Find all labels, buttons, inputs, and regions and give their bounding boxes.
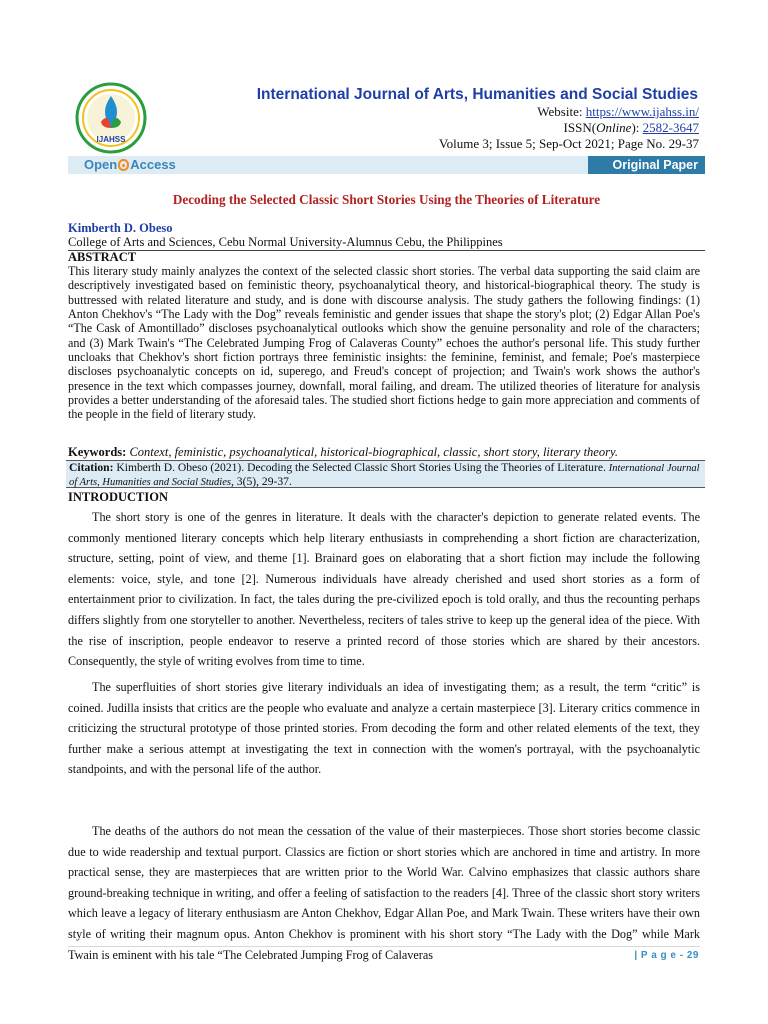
author-affiliation: College of Arts and Sciences, Cebu Normal University-Alumnus Cebu, the Philippines — [68, 235, 503, 249]
citation-tail: , 3(5), 29-37. — [230, 475, 292, 488]
website-line — [537, 104, 699, 120]
logo-text: IJAHSS — [96, 135, 126, 144]
paper-title: Decoding the Selected Classic Short Stories Using the Theories of Literature — [172, 192, 601, 207]
journal-title: International Journal of Arts, Humanities and Social Studies — [256, 86, 698, 103]
introduction-heading: INTRODUCTION — [68, 490, 169, 504]
paper-type-badge: Original Paper — [588, 156, 705, 174]
issn-label: ISSN( — [563, 120, 597, 135]
abstract-heading: ABSTRACT — [68, 250, 137, 264]
paragraph: The deaths of the authors do not mean the cessation of the value of their masterpieces. Those short stories become classic due to wide readership and textual purport. Classics are fiction or short stories which are anchored in time and artistry. In more practical sense, they are masterpieces that are written prior to the World War. Calvino emphasizes that classic authors share ground-breaking technique in writing, and offer a feeling of satisfaction to the readers [4]. Three of the classic short story writers which leave a legacy of literary enthusiasm are Anton Chekhov, Edgar Allan Poe, and Mark Twain. These writers have their own style of writing their magnum opus. Anton Chekhov is prominent with his short story “The Lady with the Dog” while Mark Twain is eminent with his tale “The Celebrated Jumping Frog of Calaveras — [68, 824, 700, 962]
divider — [68, 250, 705, 251]
citation-text — [69, 461, 703, 489]
issn-line — [564, 120, 699, 136]
open-access-open: Open — [84, 157, 118, 172]
page-number: | P a g e - 29 — [634, 950, 699, 961]
open-access-badge — [84, 157, 176, 172]
paragraph: The superfluities of short stories give literary individuals an idea of investigating them; as a result, the term “critic” is coined. Judilla insists that critics are the people who evaluate and analyze a certain masterpiece [3]. Literary critics commence in criticizing the structural prototype of those printed stories. From decoding the form and other related elements of the text, they further make a serious attempt at investigating the text in connection with the women's portrayal, with the psychoanalytic standpoints, and with the personal life of the author. — [68, 680, 700, 777]
open-access-access: Access — [130, 157, 176, 172]
abstract-text: This literary study mainly analyzes the context of the selected classic short stories. The verbal data supporting the said claim are descriptively investigated based on feministic theory, psychoanalytical theory, and historical-biographical theory. The study is buttressed with related literature and study, and is done with discourse analysis. The study gathers the following findings: (1) Anton Chekhov's “The Lady with the Dog” reveals feministic and gender issues that shape the story's plot; (2) Edgar Allan Poe's “The Cask of Amontillado” discloses psychoanalytical outlooks which show the genuine personality and role of the characters; and (3) Mark Twain's “The Celebrated Jumping Frog of Calaveras County” echoes the author's personal life. This study further uncloaks that Chekhov's short fiction portrays three feministic insights: the feminine, feminist, and female; Poe's masterpiece discloses psychoanalytic concepts on id, superego, and Freud's concept of projection; and Twain's work shows the author's presence in the text which compasses journey, downfall, moral failing, and dream. The utilized theories of literature for analysis provides a better understanding of the aforesaid tales. The studied short fictions hedge to gain more appreciation and comments of the people in the field of literary study. — [68, 264, 700, 422]
open-access-lock-icon — [118, 159, 129, 171]
author-name: Kimberth D. Obeso — [68, 221, 173, 235]
volume-line: Volume 3; Issue 5; Sep-Oct 2021; Page No. 29-37 — [438, 136, 699, 151]
issn-close: ): — [631, 120, 643, 135]
website-label: Website: — [537, 104, 586, 119]
paragraph: The short story is one of the genres in literature. It deals with the character's depiction to generate related events. The commonly mentioned literary concepts which help literary enthusiasts in comprehending a short fiction are characterization, structure, setting, point of view, and theme [1]. Brainard goes on elaborating that a short fiction may include the following elements: voice, style, and tone [2]. Numerous individuals have already cherished and used short stories as a form of entertainment prior to civilization. In fact, the tales during the pre-civilized epoch is told orally, and thus the recounting perhaps differs slightly from one storyteller to another. Nevertheless, reciters of tales strive to keep up the general idea of the piece. With the rise of inscription, people endeavor to reserve a printed record of those stories which are shared by their ancestors. Consequently, the style of writing evolves from time to time. — [68, 510, 700, 669]
footer-divider — [68, 946, 700, 947]
journal-logo-icon — [75, 82, 147, 154]
citation-journal: International Journal of Arts, Humanities and Social Studies — [69, 463, 700, 488]
citation-label: Citation: — [69, 461, 114, 474]
keywords-line — [68, 445, 705, 460]
keywords-label: Keywords: — [68, 445, 127, 459]
issn-online: Online — [596, 120, 632, 135]
keywords-text: Context, feministic, psychoanalytical, historical-biographical, classic, short story, literary theory. — [129, 445, 618, 459]
citation-body: Kimberth D. Obeso (2021). Decoding the Selected Classic Short Stories Using the Theories of Literature. — [116, 461, 609, 474]
issn-number-link[interactable]: 2582-3647 — [642, 120, 699, 135]
website-link[interactable]: https://www.ijahss.in/ — [585, 104, 699, 119]
